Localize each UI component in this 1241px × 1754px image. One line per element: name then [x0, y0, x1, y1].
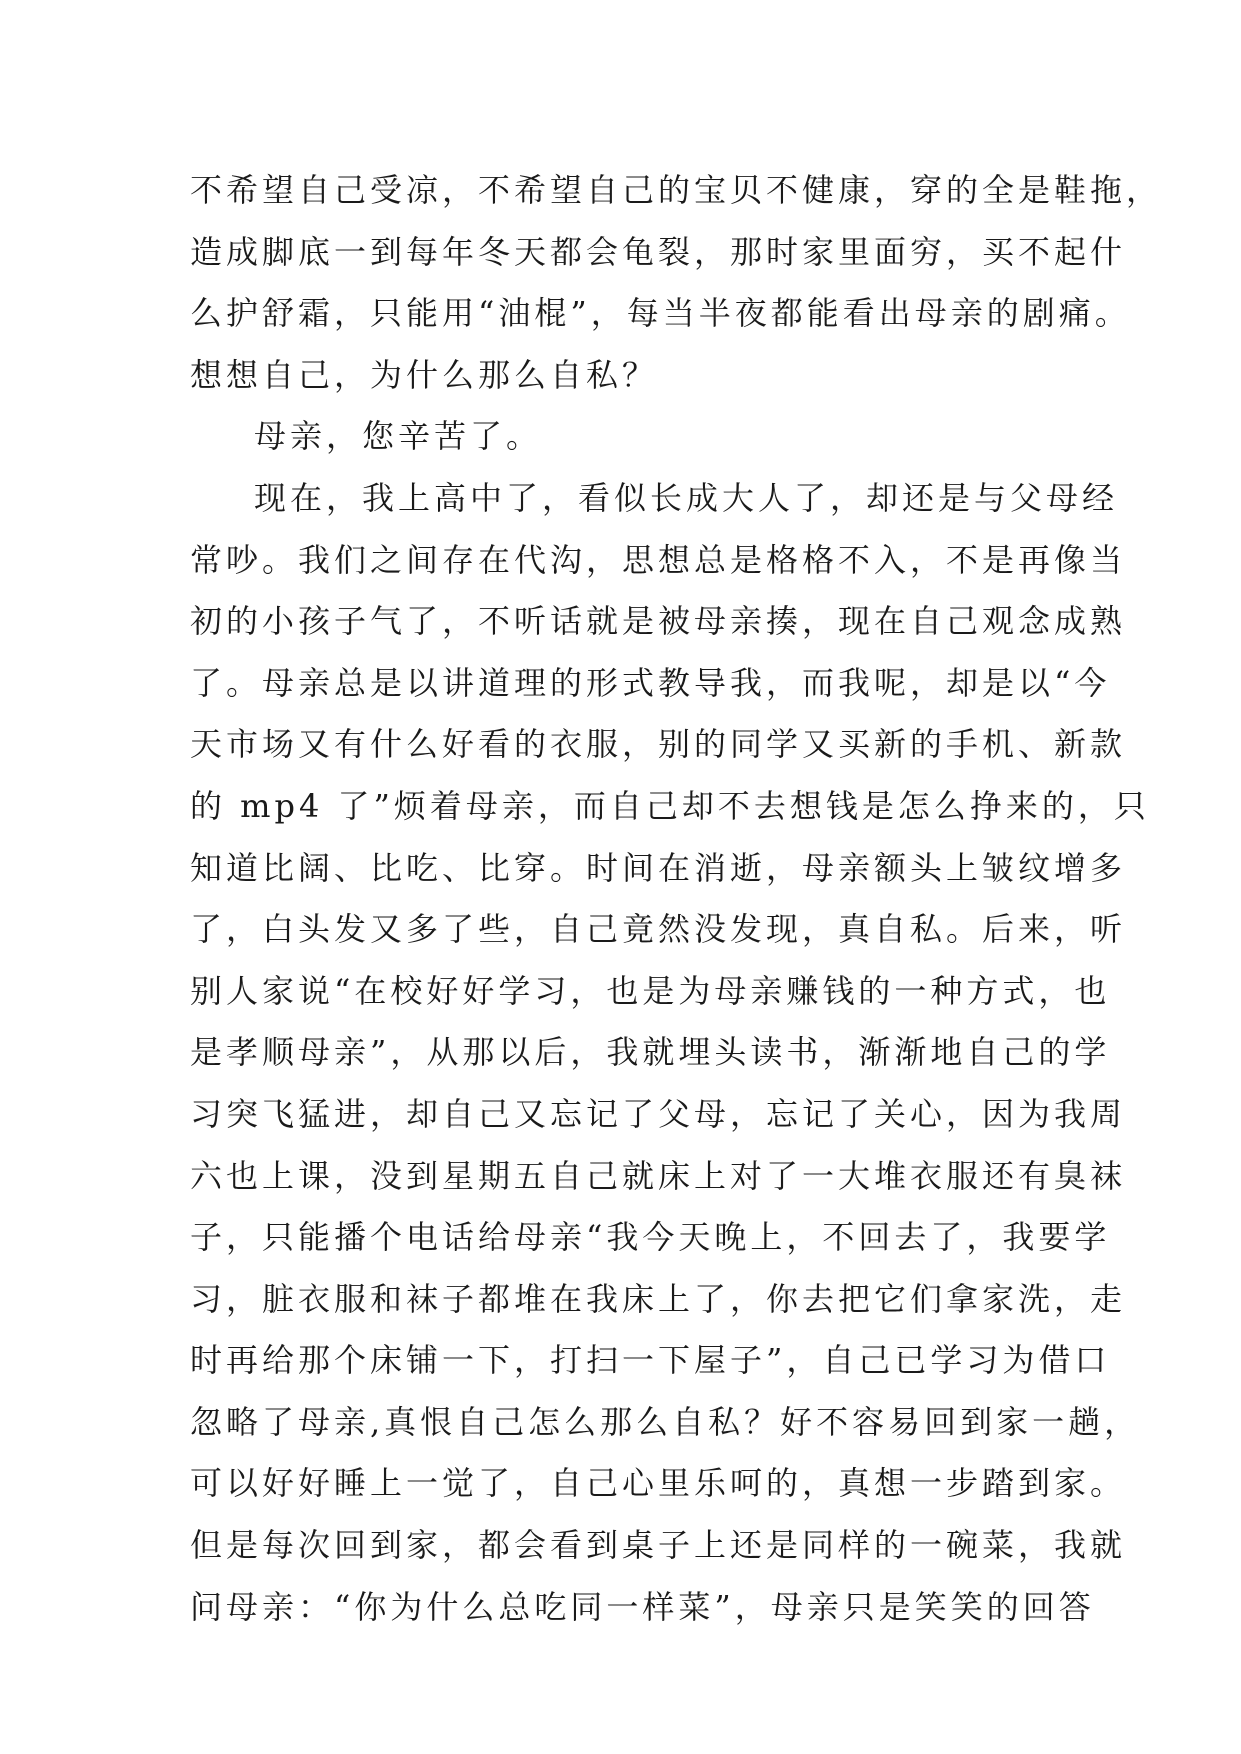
text-line: 子，只能播个电话给母亲“我今天晚上，不回去了，我要学	[190, 1218, 1111, 1257]
text-line: 想想自己，为什么那么自私？	[190, 355, 659, 394]
text-line: 天市场又有什么好看的衣服，别的同学又买新的手机、新款	[190, 725, 1127, 764]
text-line: 时再给那个床铺一下，打扫一下屋子”，自己已学习为借口	[190, 1341, 1111, 1380]
text-line: 母亲，您辛苦了。	[254, 417, 543, 456]
text-line: 初的小孩子气了，不听话就是被母亲揍，现在自己观念成熟	[190, 602, 1127, 641]
text-line: 么护舒霜，只能用“油棍”，每当半夜都能看出母亲的剧痛。	[190, 294, 1131, 333]
text-line: 知道比阔、比吃、比穿。时间在消逝，母亲额头上皱纹增多	[190, 848, 1127, 887]
text-line: 但是每次回到家，都会看到桌子上还是同样的一碗菜，我就	[190, 1526, 1127, 1565]
text-line: 了。母亲总是以讲道理的形式教导我，而我呢，却是以“今	[190, 663, 1111, 702]
text-line: 问母亲：“你为什么总吃同一样菜”，母亲只是笑笑的回答	[190, 1587, 1095, 1626]
text-line: 可以好好睡上一觉了，自己心里乐呵的，真想一步踏到家。	[190, 1464, 1127, 1503]
text-line: 造成脚底一到每年冬天都会龟裂，那时家里面穷，买不起什	[190, 232, 1127, 271]
text-line: 习，脏衣服和袜子都堆在我床上了，你去把它们拿家洗，走	[190, 1279, 1127, 1318]
body-text	[190, 160, 1163, 1638]
text-line: 六也上课，没到星期五自己就床上对了一大堆衣服还有臭袜	[190, 1156, 1127, 1195]
text-line: 别人家说“在校好好学习，也是为母亲赚钱的一种方式，也	[190, 971, 1111, 1010]
text-line: 习突飞猛进，却自己又忘记了父母，忘记了关心，因为我周	[190, 1094, 1127, 1133]
text-line: 是孝顺母亲”，从那以后，我就埋头读书，渐渐地自己的学	[190, 1033, 1111, 1072]
text-line: 不希望自己受凉，不希望自己的宝贝不健康，穿的全是鞋拖，	[190, 171, 1163, 209]
text-line: 了，白头发又多了些，自己竟然没发现，真自私。后来，听	[190, 910, 1127, 949]
text-line: 的 mp4 了”烦着母亲，而自己却不去想钱是怎么挣来的，只	[190, 786, 1150, 825]
text-line: 忽略了母亲,真恨自己怎么那么自私？好不容易回到家一趟，	[190, 1402, 1141, 1441]
text-line: 常吵。我们之间存在代沟，思想总是格格不入，不是再像当	[190, 540, 1127, 579]
text-line: 现在，我上高中了，看似长成大人了，却还是与父母经	[254, 478, 1119, 517]
